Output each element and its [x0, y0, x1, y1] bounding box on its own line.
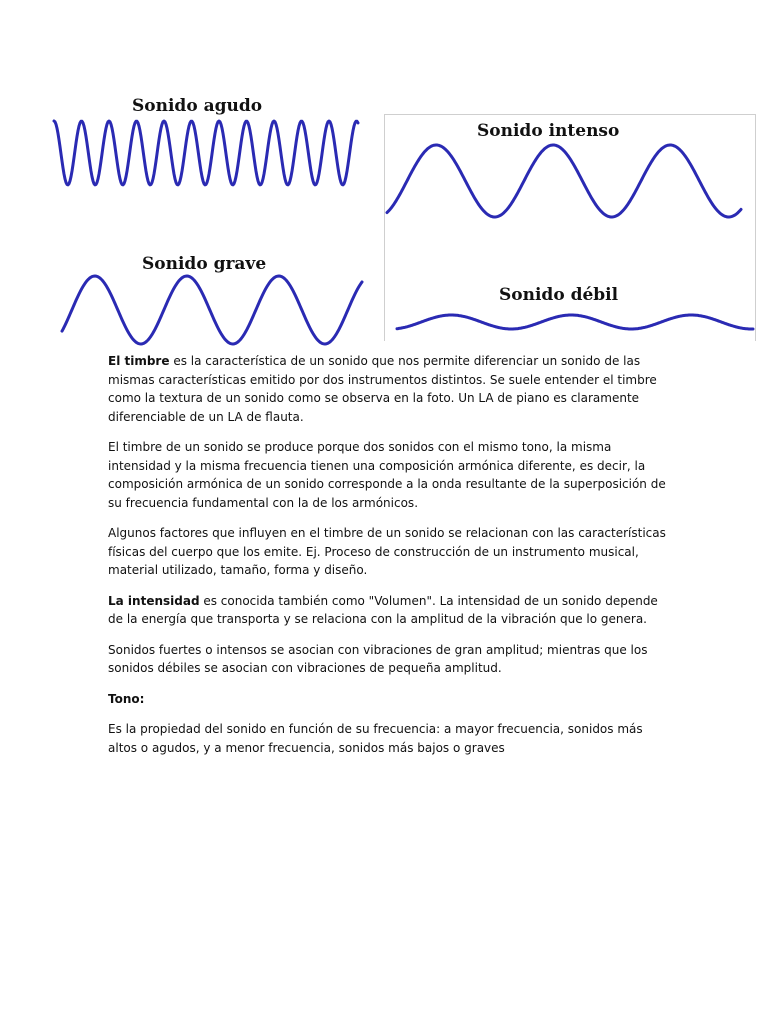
label-sonido-grave: Sonido grave	[142, 254, 267, 274]
figure-intenso-debil	[384, 114, 756, 341]
label-sonido-agudo: Sonido agudo	[132, 96, 263, 116]
paragraph-intensidad	[108, 592, 668, 629]
body-text	[108, 352, 668, 769]
wave-grave	[62, 276, 362, 344]
label-sonido-debil: Sonido débil	[499, 285, 619, 305]
paragraph-timbre-factores: Algunos factores que influyen en el timbre de un sonido se relacionan con las características físicas del cuerpo que los emite. Ej. Proceso de construcción de un instrumento musical, material utilizado, tamaño, forma y diseño.	[108, 526, 666, 577]
paragraph-intensidad-text: es conocida también como "Volumen". La intensidad de un sonido depende de la energía que transporta y se relaciona con la amplitud de la vibración que lo genera.	[108, 593, 658, 626]
waves-right-svg	[385, 115, 755, 341]
term-timbre: El timbre	[108, 354, 170, 368]
wave-intenso	[387, 145, 741, 217]
paragraph-tono: Es la propiedad del sonido en función de su frecuencia: a mayor frecuencia, sonidos más altos o agudos, y a menor frecuencia, sonidos más bajos o graves	[108, 722, 643, 755]
paragraph-timbre	[108, 352, 668, 426]
wave-agudo	[54, 121, 358, 185]
heading-tono: Tono:	[108, 691, 145, 706]
figure-agudo-grave	[50, 90, 370, 350]
paragraph-timbre-text: es la característica de un sonido que nos permite diferenciar un sonido de las mismas características emitido por dos instrumentos distintos. Se suele entender el timbre como la textura de un sonido como se observa en la foto. Un LA de piano es claramente diferenciable de un LA de flauta.	[108, 354, 657, 424]
waves-left-svg	[50, 90, 370, 350]
label-sonido-intenso: Sonido intenso	[477, 121, 620, 141]
wave-debil	[397, 315, 753, 329]
term-intensidad: La intensidad	[108, 593, 200, 608]
paragraph-timbre-composicion: El timbre de un sonido se produce porque dos sonidos con el mismo tono, la misma intensidad y la misma frecuencia tienen una composición armónica diferente, es decir, la composición armónica de un sonido corresponde a la onda resultante de la superposición de su frecuencia fundamental con la de los armónicos.	[108, 440, 666, 510]
paragraph-amplitud: Sonidos fuertes o intensos se asocian con vibraciones de gran amplitud; mientras que los sonidos débiles se asocian con vibraciones de pequeña amplitud.	[108, 642, 648, 675]
